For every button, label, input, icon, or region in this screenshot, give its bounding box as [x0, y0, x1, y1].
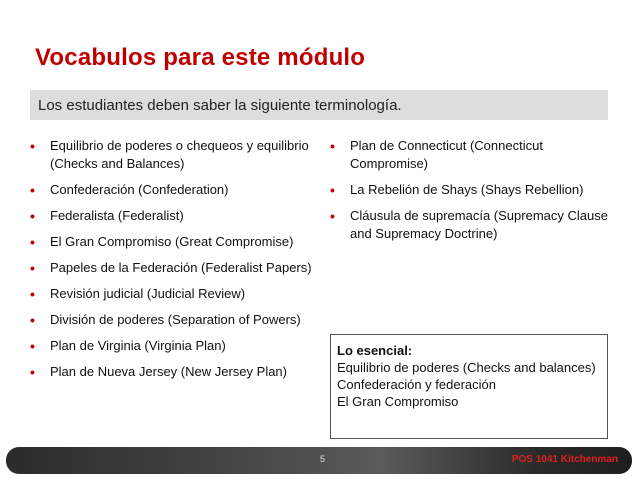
vocab-list-right — [330, 137, 620, 251]
list-item — [30, 311, 320, 329]
key-concepts-title: Lo esencial: — [337, 343, 413, 358]
key-concept-line: Equilibrio de poderes (Checks and balances) — [337, 360, 596, 375]
key-concept-line: El Gran Compromiso — [337, 394, 459, 409]
list-item — [30, 337, 320, 355]
list-item — [30, 363, 320, 381]
list-item — [330, 181, 620, 199]
subtitle-bar — [30, 90, 608, 120]
bullet-icon: • — [30, 338, 35, 354]
page-number: 5 — [320, 454, 326, 464]
list-item — [30, 259, 320, 277]
bullet-icon: • — [30, 286, 35, 302]
list-item-text: Confederación (Confederation) — [50, 182, 229, 197]
list-item — [30, 285, 320, 303]
bullet-icon: • — [330, 208, 335, 224]
bullet-icon: • — [30, 182, 35, 198]
list-item-text: Federalista (Federalist) — [50, 208, 184, 223]
vocab-list-left — [30, 137, 320, 389]
list-item-text: Revisión judicial (Judicial Review) — [50, 286, 246, 301]
list-item — [30, 181, 320, 199]
bullet-icon: • — [30, 208, 35, 224]
list-item-text: Papeles de la Federación (Federalist Papers) — [50, 260, 312, 275]
subtitle-text: Los estudiantes deben saber la siguiente terminología. — [38, 97, 402, 114]
key-concepts-box — [330, 334, 608, 439]
list-item-text: Plan de Connecticut (Connecticut Compromise) — [350, 138, 543, 171]
bullet-icon: • — [30, 364, 35, 380]
list-item-text: La Rebelión de Shays (Shays Rebellion) — [350, 182, 584, 197]
list-item — [30, 207, 320, 225]
bullet-icon: • — [330, 182, 335, 198]
bullet-icon: • — [30, 138, 35, 154]
list-item — [30, 233, 320, 251]
list-item-text: División de poderes (Separation of Powers) — [50, 312, 301, 327]
list-item — [30, 137, 320, 173]
list-item-text: Plan de Virginia (Virginia Plan) — [50, 338, 226, 353]
bullet-icon: • — [30, 312, 35, 328]
list-item-text: Equilibrio de poderes o chequeos y equilibrio (Checks and Balances) — [50, 138, 309, 171]
list-item — [330, 137, 620, 173]
footer-author: POS 1041 Kitchenman — [511, 454, 618, 465]
key-concept-line: Confederación y federación — [337, 377, 496, 392]
list-item-text: Cláusula de supremacía (Supremacy Clause and Supremacy Doctrine) — [350, 208, 608, 241]
list-item-text: El Gran Compromiso (Great Compromise) — [50, 234, 294, 249]
bullet-icon: • — [30, 260, 35, 276]
list-item-text: Plan de Nueva Jersey (New Jersey Plan) — [50, 364, 287, 379]
bullet-icon: • — [30, 234, 35, 250]
footer-bar — [6, 447, 632, 474]
bullet-icon: • — [330, 138, 335, 154]
slide-title: Vocabulos para este módulo — [35, 44, 366, 71]
list-item — [330, 207, 620, 243]
